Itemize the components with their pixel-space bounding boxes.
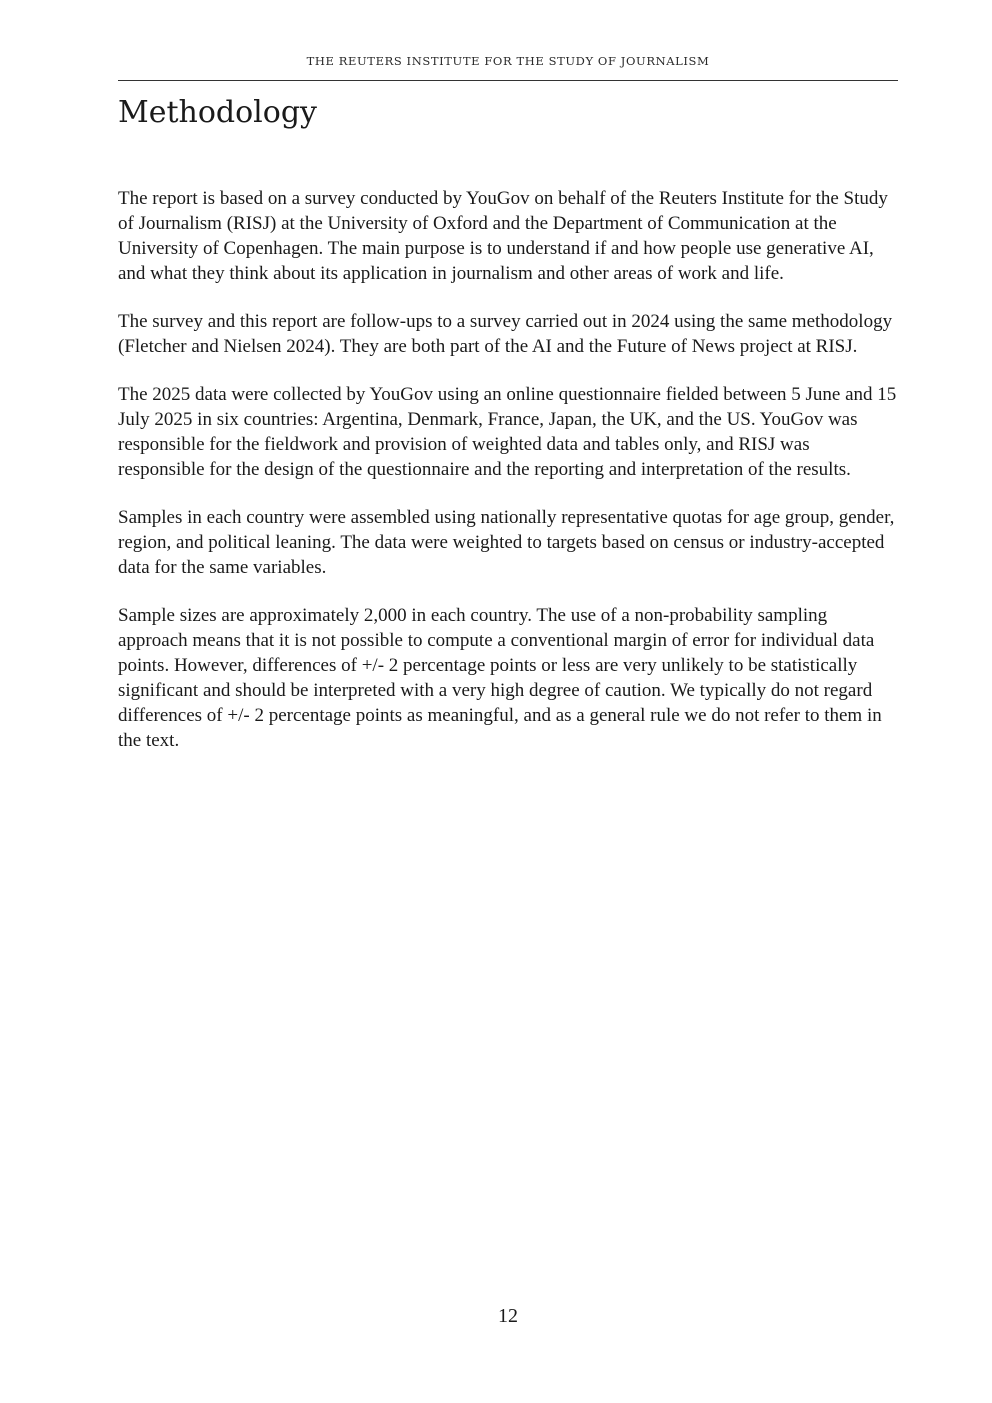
paragraph: Samples in each country were assembled using nationally representative quotas for age group, gender, region, and political leaning. The data were weighted to targets based on census or industry-accepted data for the same variables. — [118, 507, 895, 578]
page-number: 12 — [498, 1305, 518, 1327]
body-text — [118, 186, 898, 776]
paragraph: Sample sizes are approximately 2,000 in each country. The use of a non-probability sampling approach means that it is not possible to compute a conventional margin of error for individual data points. However, differences of +/- 2 percentage points or less are very unlikely to be statistically significant and should be interpreted with a very high degree of caution. We typically do not regard differences of +/- 2 percentage points as meaningful, and as a general rule we do not refer to them in the text. — [118, 605, 882, 751]
paragraph: The survey and this report are follow-ups to a survey carried out in 2024 using the same methodology (Fletcher and Nielsen 2024). They are both part of the AI and the Future of News project at RISJ. — [118, 311, 893, 357]
paragraph: The report is based on a survey conducted by YouGov on behalf of the Reuters Institute for the Study of Journalism (RISJ) at the University of Oxford and the Department of Communication at the University of Copenhagen. The main purpose is to understand if and how people use generative AI, and what they think about its application in journalism and other areas of work and life. — [118, 188, 888, 284]
running-header: THE REUTERS INSTITUTE FOR THE STUDY OF JOURNALISM — [306, 54, 710, 68]
section-title: Methodology — [118, 95, 317, 130]
paragraph: The 2025 data were collected by YouGov using an online questionnaire fielded between 5 June and 15 July 2025 in six countries: Argentina, Denmark, France, Japan, the UK, and the US. YouGov was responsible for the fieldwork and provision of weighted data and tables only, and RISJ was responsible for the design of the questionnaire and the reporting and interpretation of the results. — [118, 384, 897, 480]
header-divider — [118, 80, 898, 81]
